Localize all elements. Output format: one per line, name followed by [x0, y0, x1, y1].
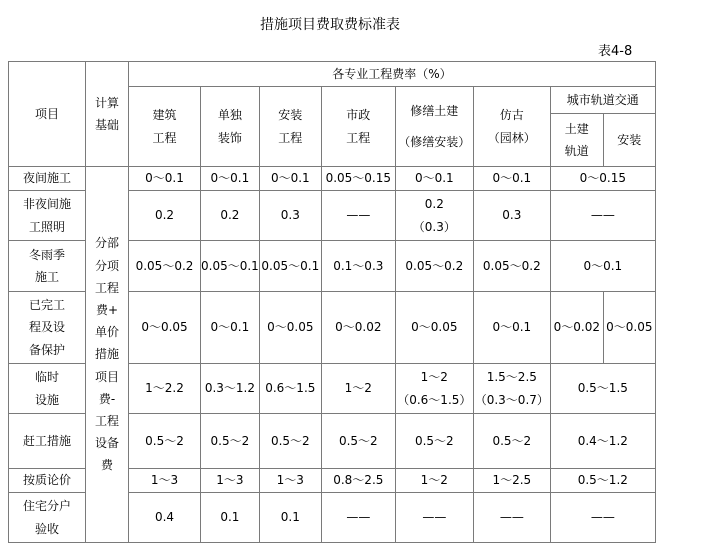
cell-r8-fanggu: —— [473, 493, 550, 543]
cell-r6-dandu: 0.5～2 [201, 414, 260, 469]
cell-r8-jianzhu: 0.4 [129, 493, 201, 543]
cell-r5-anzhuang: 0.6～1.5 [259, 364, 321, 414]
cell-r1-fanggu: 0～0.1 [473, 167, 550, 191]
row-name-r7: 按质论价 [9, 469, 86, 493]
cell-r8-anzhuang: 0.1 [259, 493, 321, 543]
cell-r2-dandu: 0.2 [201, 191, 260, 241]
cell-r6-shizheng: 0.5～2 [321, 414, 395, 469]
cell-r3-metro: 0～0.1 [550, 241, 655, 292]
cell-r1-jianzhu: 0～0.1 [129, 167, 201, 191]
cell-r1-dandu: 0～0.1 [201, 167, 260, 191]
row-name-r5: 临时 设施 [9, 364, 86, 414]
cell-r5-metro: 0.5～1.5 [550, 364, 655, 414]
cell-r3-anzhuang: 0.05～0.1 [259, 241, 321, 292]
cell-r7-fanggu: 1～2.5 [473, 469, 550, 493]
cell-r8-shizheng: —— [321, 493, 395, 543]
cell-r4-dandu: 0～0.1 [201, 292, 260, 364]
cell-r1-shizheng: 0.05～0.15 [321, 167, 395, 191]
row-name-r6: 赶工措施 [9, 414, 86, 469]
header-basis: 计算 基础 [86, 62, 129, 167]
cell-r2-jianzhu: 0.2 [129, 191, 201, 241]
cell-r1-xiushan: 0～0.1 [395, 167, 473, 191]
header-col-shizheng: 市政 工程 [321, 87, 395, 167]
cell-r6-anzhuang: 0.5～2 [259, 414, 321, 469]
cell-r3-dandu: 0.05～0.1 [201, 241, 260, 292]
cell-r4-anzhuang: 0～0.05 [259, 292, 321, 364]
row-name-r2: 非夜间施 工照明 [9, 191, 86, 241]
cell-r6-xiushan: 0.5～2 [395, 414, 473, 469]
row-name-r1: 夜间施工 [9, 167, 86, 191]
cell-r4-xiushan: 0～0.05 [395, 292, 473, 364]
cell-r6-fanggu: 0.5～2 [473, 414, 550, 469]
cell-r8-metro: —— [550, 493, 655, 543]
cell-r7-metro: 0.5～1.2 [550, 469, 655, 493]
row-name-r8: 住宅分户 验收 [9, 493, 86, 543]
header-col-anzhuang: 安装 工程 [259, 87, 321, 167]
cell-r2-shizheng: —— [321, 191, 395, 241]
cell-r3-fanggu: 0.05～0.2 [473, 241, 550, 292]
cell-r6-metro: 0.4～1.2 [550, 414, 655, 469]
cell-r7-jianzhu: 1～3 [129, 469, 201, 493]
header-col-jianzhu: 建筑 工程 [129, 87, 201, 167]
cell-r7-anzhuang: 1～3 [259, 469, 321, 493]
cell-r2-xiushan: 0.2 （0.3） [395, 191, 473, 241]
header-item: 项目 [9, 62, 86, 167]
cell-r1-metro: 0～0.15 [550, 167, 655, 191]
page-title: 措施项目费取费标准表 [260, 17, 400, 33]
cell-r5-fanggu: 1.5～2.5 （0.3～0.7） [473, 364, 550, 414]
cell-r5-xiushan: 1～2 （0.6～1.5） [395, 364, 473, 414]
cell-r7-shizheng: 0.8～2.5 [321, 469, 395, 493]
header-col-xiushan: 修缮土建 （修缮安装） [395, 87, 473, 167]
fee-standard-table [8, 61, 656, 543]
cell-r4-metro-tujian: 0～0.02 [550, 292, 603, 364]
cell-r2-fanggu: 0.3 [473, 191, 550, 241]
cell-r7-dandu: 1～3 [201, 469, 260, 493]
cell-r4-shizheng: 0～0.02 [321, 292, 395, 364]
header-col-metro-tujian: 土建 轨道 [550, 114, 603, 167]
cell-r5-shizheng: 1～2 [321, 364, 395, 414]
header-col-fanggu: 仿古 （园林） [473, 87, 550, 167]
cell-r2-metro: —— [550, 191, 655, 241]
header-col-metro: 城市轨道交通 [550, 87, 655, 114]
cell-r7-xiushan: 1～2 [395, 469, 473, 493]
cell-r3-jianzhu: 0.05～0.2 [129, 241, 201, 292]
cell-r5-jianzhu: 1～2.2 [129, 364, 201, 414]
header-rate-group: 各专业工程费率（%） [129, 62, 656, 87]
cell-r8-dandu: 0.1 [201, 493, 260, 543]
cell-r1-anzhuang: 0～0.1 [259, 167, 321, 191]
cell-r4-fanggu: 0～0.1 [473, 292, 550, 364]
row-name-r3: 冬雨季 施工 [9, 241, 86, 292]
cell-r4-jianzhu: 0～0.05 [129, 292, 201, 364]
cell-r8-xiushan: —— [395, 493, 473, 543]
cell-r6-jianzhu: 0.5～2 [129, 414, 201, 469]
row-name-r4: 已完工 程及设 备保护 [9, 292, 86, 364]
cell-r2-anzhuang: 0.3 [259, 191, 321, 241]
cell-r3-shizheng: 0.1～0.3 [321, 241, 395, 292]
header-col-dandu: 单独 装饰 [201, 87, 260, 167]
cell-r3-xiushan: 0.05～0.2 [395, 241, 473, 292]
header-col-metro-anzhuang: 安装 [603, 114, 655, 167]
basis-cell: 分部 分项 工程 费+ 单价 措施 项目 费- 工程 设备 费 [86, 167, 129, 543]
cell-r4-metro-anzhuang: 0～0.05 [603, 292, 655, 364]
table-number: 表4-8 [598, 44, 633, 59]
cell-r5-dandu: 0.3～1.2 [201, 364, 260, 414]
